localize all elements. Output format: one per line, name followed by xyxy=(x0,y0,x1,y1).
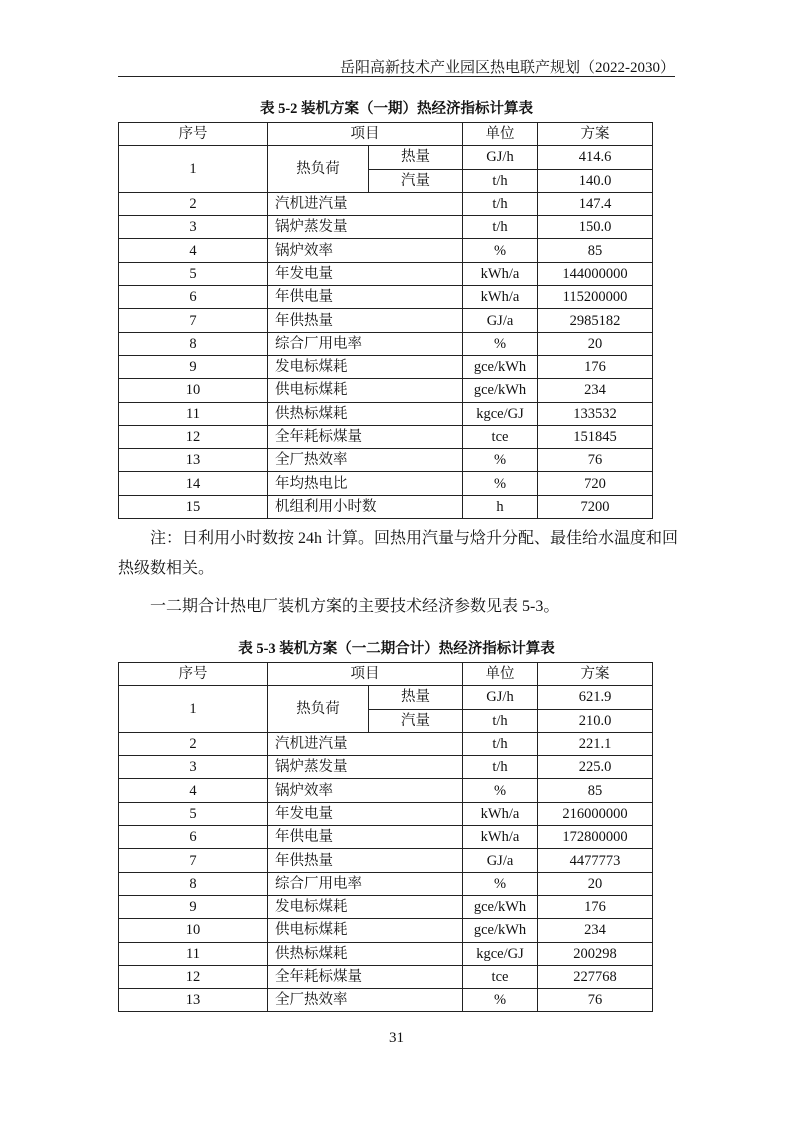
cell-no: 14 xyxy=(119,472,268,495)
header-title: 岳阳高新技术产业园区热电联产规划（2022-2030） xyxy=(340,60,675,76)
cell-unit: GJ/h xyxy=(463,686,538,709)
cell-item: 综合厂用电率 xyxy=(268,872,463,895)
cell-value: 147.4 xyxy=(538,192,653,215)
cell-no: 10 xyxy=(119,919,268,942)
table-row xyxy=(119,216,653,239)
cell-value: 216000000 xyxy=(538,802,653,825)
cell-no: 4 xyxy=(119,239,268,262)
cell-sub-label: 汽量 xyxy=(369,709,463,732)
cell-value: 7200 xyxy=(538,495,653,518)
table-row xyxy=(119,449,653,472)
cell-unit: % xyxy=(463,989,538,1012)
cell-sub-label: 热量 xyxy=(369,146,463,169)
table-row xyxy=(119,332,653,355)
table-row xyxy=(119,192,653,215)
cell-no: 3 xyxy=(119,756,268,779)
cell-no: 7 xyxy=(119,849,268,872)
table-row xyxy=(119,989,653,1012)
header-no: 序号 xyxy=(119,123,268,146)
cell-value: 176 xyxy=(538,355,653,378)
header-no: 序号 xyxy=(119,663,268,686)
cell-item: 汽机进汽量 xyxy=(268,192,463,215)
header-value: 方案 xyxy=(538,663,653,686)
cell-item: 锅炉蒸发量 xyxy=(268,216,463,239)
table-row xyxy=(119,286,653,309)
cell-no: 9 xyxy=(119,355,268,378)
cell-value: 234 xyxy=(538,919,653,942)
table-header-row xyxy=(119,123,653,146)
cell-item: 发电标煤耗 xyxy=(268,895,463,918)
cell-value: 85 xyxy=(538,779,653,802)
cell-item: 供电标煤耗 xyxy=(268,379,463,402)
cell-value: 172800000 xyxy=(538,826,653,849)
cell-unit: GJ/a xyxy=(463,309,538,332)
cell-no: 1 xyxy=(119,146,268,193)
cell-unit: tce xyxy=(463,965,538,988)
cell-group-label: 热负荷 xyxy=(268,146,369,193)
cell-no: 15 xyxy=(119,495,268,518)
table-row xyxy=(119,872,653,895)
table-row xyxy=(119,425,653,448)
table-row xyxy=(119,262,653,285)
page-header xyxy=(118,52,675,77)
cell-unit: gce/kWh xyxy=(463,379,538,402)
table-row xyxy=(119,756,653,779)
table-row xyxy=(119,146,653,169)
table-header-row xyxy=(119,663,653,686)
cell-item: 年供热量 xyxy=(268,849,463,872)
cell-value: 200298 xyxy=(538,942,653,965)
cell-value: 140.0 xyxy=(538,169,653,192)
cell-unit: kWh/a xyxy=(463,826,538,849)
cell-no: 5 xyxy=(119,262,268,285)
cell-item: 全厂热效率 xyxy=(268,449,463,472)
cell-unit: gce/kWh xyxy=(463,919,538,942)
cell-no: 2 xyxy=(119,192,268,215)
cell-unit: t/h xyxy=(463,192,538,215)
cell-item: 年均热电比 xyxy=(268,472,463,495)
cell-value: 414.6 xyxy=(538,146,653,169)
cell-sub-label: 汽量 xyxy=(369,169,463,192)
cell-value: 621.9 xyxy=(538,686,653,709)
cell-value: 20 xyxy=(538,872,653,895)
table-row xyxy=(119,495,653,518)
header-value: 方案 xyxy=(538,123,653,146)
cell-item: 汽机进汽量 xyxy=(268,732,463,755)
page-number: 31 xyxy=(389,1030,404,1046)
cell-value: 76 xyxy=(538,989,653,1012)
cell-group-label: 热负荷 xyxy=(268,686,369,733)
header-item: 项目 xyxy=(268,123,463,146)
header-item: 项目 xyxy=(268,663,463,686)
table-row xyxy=(119,402,653,425)
table-row xyxy=(119,686,653,709)
cell-item: 机组利用小时数 xyxy=(268,495,463,518)
cell-value: 85 xyxy=(538,239,653,262)
table-5-2 xyxy=(118,122,653,519)
cell-item: 年供电量 xyxy=(268,286,463,309)
cell-value: 20 xyxy=(538,332,653,355)
cell-unit: tce xyxy=(463,425,538,448)
cell-unit: % xyxy=(463,472,538,495)
table-row xyxy=(119,309,653,332)
cell-unit: t/h xyxy=(463,732,538,755)
cell-value: 227768 xyxy=(538,965,653,988)
cell-value: 2985182 xyxy=(538,309,653,332)
table-row xyxy=(119,919,653,942)
cell-no: 8 xyxy=(119,332,268,355)
cell-item: 发电标煤耗 xyxy=(268,355,463,378)
table-row xyxy=(119,942,653,965)
cell-item: 全年耗标煤量 xyxy=(268,425,463,448)
cell-no: 6 xyxy=(119,286,268,309)
cell-no: 6 xyxy=(119,826,268,849)
cell-item: 锅炉效率 xyxy=(268,779,463,802)
body-paragraph: 一二期合计热电厂装机方案的主要技术经济参数见表 5-3。 xyxy=(150,598,560,615)
table-row xyxy=(119,379,653,402)
table-5-3 xyxy=(118,662,653,1012)
table-row xyxy=(119,802,653,825)
cell-value: 176 xyxy=(538,895,653,918)
table-row xyxy=(119,239,653,262)
cell-item: 供热标煤耗 xyxy=(268,402,463,425)
table-row xyxy=(119,965,653,988)
cell-value: 225.0 xyxy=(538,756,653,779)
cell-unit: gce/kWh xyxy=(463,895,538,918)
cell-unit: kWh/a xyxy=(463,802,538,825)
cell-no: 7 xyxy=(119,309,268,332)
cell-unit: t/h xyxy=(463,709,538,732)
cell-unit: t/h xyxy=(463,756,538,779)
header-unit: 单位 xyxy=(463,123,538,146)
cell-item: 年供热量 xyxy=(268,309,463,332)
cell-item: 供热标煤耗 xyxy=(268,942,463,965)
cell-no: 3 xyxy=(119,216,268,239)
cell-unit: kWh/a xyxy=(463,262,538,285)
cell-value: 151845 xyxy=(538,425,653,448)
cell-unit: kgce/GJ xyxy=(463,942,538,965)
cell-unit: % xyxy=(463,332,538,355)
cell-no: 12 xyxy=(119,965,268,988)
cell-value: 221.1 xyxy=(538,732,653,755)
cell-unit: h xyxy=(463,495,538,518)
cell-item: 综合厂用电率 xyxy=(268,332,463,355)
table-row xyxy=(119,355,653,378)
table1-caption: 表 5-2 装机方案（一期）热经济指标计算表 xyxy=(259,101,534,117)
table-row xyxy=(119,895,653,918)
cell-value: 115200000 xyxy=(538,286,653,309)
cell-unit: % xyxy=(463,239,538,262)
cell-unit: % xyxy=(463,779,538,802)
cell-no: 11 xyxy=(119,402,268,425)
cell-item: 全厂热效率 xyxy=(268,989,463,1012)
table-row xyxy=(119,826,653,849)
cell-unit: GJ/h xyxy=(463,146,538,169)
cell-value: 4477773 xyxy=(538,849,653,872)
cell-no: 13 xyxy=(119,449,268,472)
cell-unit: kgce/GJ xyxy=(463,402,538,425)
cell-value: 234 xyxy=(538,379,653,402)
cell-unit: gce/kWh xyxy=(463,355,538,378)
cell-unit: % xyxy=(463,872,538,895)
table-row xyxy=(119,472,653,495)
cell-no: 11 xyxy=(119,942,268,965)
cell-no: 12 xyxy=(119,425,268,448)
table-note: 注：日利用小时数按 24h 计算。回热用汽量与焓升分配、最佳给水温度和回热级数相关。 xyxy=(118,530,679,577)
cell-item: 锅炉效率 xyxy=(268,239,463,262)
cell-no: 8 xyxy=(119,872,268,895)
cell-unit: kWh/a xyxy=(463,286,538,309)
cell-item: 全年耗标煤量 xyxy=(268,965,463,988)
cell-value: 133532 xyxy=(538,402,653,425)
cell-value: 144000000 xyxy=(538,262,653,285)
cell-item: 年供电量 xyxy=(268,826,463,849)
table-row xyxy=(119,732,653,755)
cell-no: 13 xyxy=(119,989,268,1012)
table-row xyxy=(119,779,653,802)
cell-item: 年发电量 xyxy=(268,262,463,285)
cell-no: 5 xyxy=(119,802,268,825)
cell-value: 150.0 xyxy=(538,216,653,239)
table-row xyxy=(119,849,653,872)
cell-value: 76 xyxy=(538,449,653,472)
cell-item: 供电标煤耗 xyxy=(268,919,463,942)
cell-sub-label: 热量 xyxy=(369,686,463,709)
cell-unit: t/h xyxy=(463,216,538,239)
cell-item: 年发电量 xyxy=(268,802,463,825)
cell-unit: t/h xyxy=(463,169,538,192)
cell-no: 2 xyxy=(119,732,268,755)
cell-value: 720 xyxy=(538,472,653,495)
cell-item: 锅炉蒸发量 xyxy=(268,756,463,779)
table2-caption: 表 5-3 装机方案（一二期合计）热经济指标计算表 xyxy=(238,641,555,657)
cell-unit: % xyxy=(463,449,538,472)
cell-no: 9 xyxy=(119,895,268,918)
cell-no: 4 xyxy=(119,779,268,802)
cell-no: 10 xyxy=(119,379,268,402)
cell-value: 210.0 xyxy=(538,709,653,732)
cell-no: 1 xyxy=(119,686,268,733)
header-unit: 单位 xyxy=(463,663,538,686)
cell-unit: GJ/a xyxy=(463,849,538,872)
